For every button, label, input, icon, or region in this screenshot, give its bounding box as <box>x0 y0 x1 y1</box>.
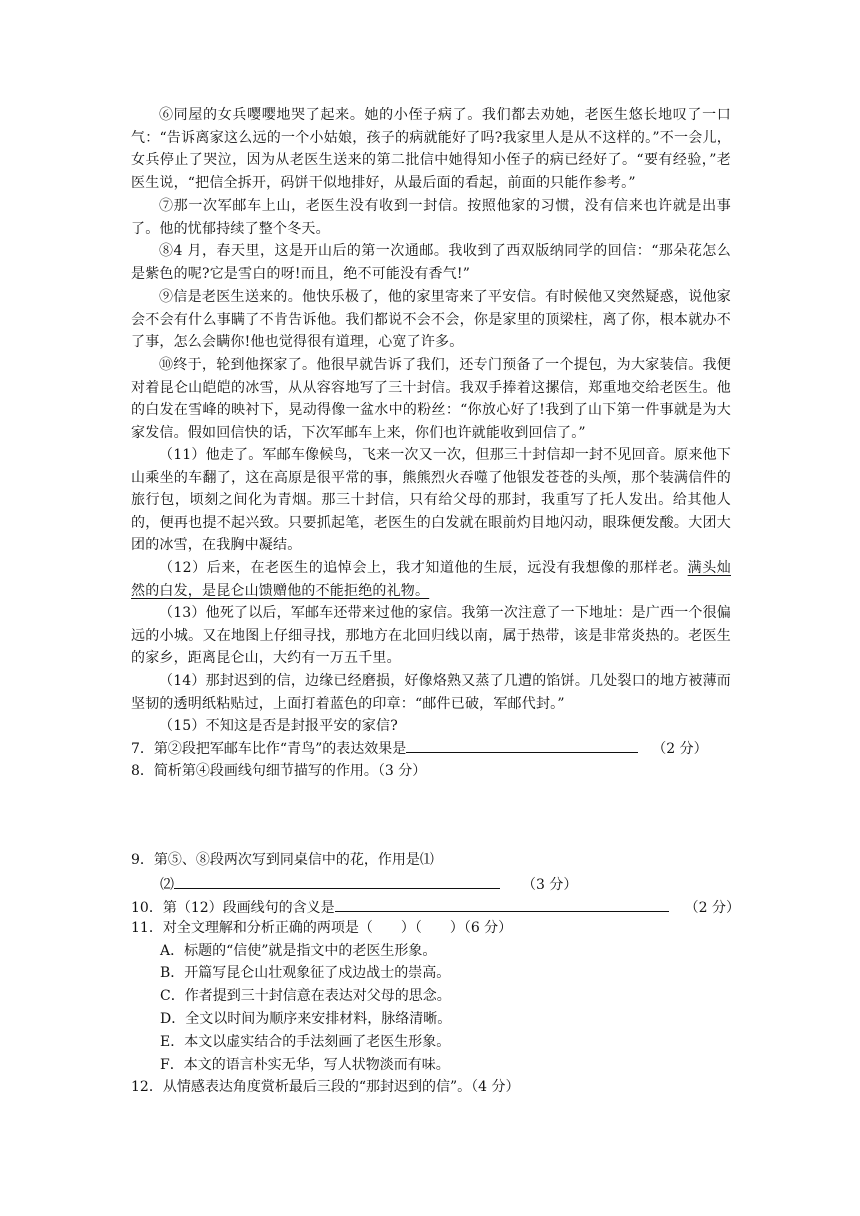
answer-blank-10[interactable] <box>335 895 669 912</box>
paragraph-15: （15）不知这是否是封报平安的家信? <box>159 718 398 734</box>
option-c: C．作者提到三十封信意在表达对父母的思念。 <box>160 988 451 1004</box>
question-9: 9．第⑤、⑧段两次写到同桌信中的花，作用是⑴ <box>131 852 434 868</box>
question-8: 8．简析第④段画线句细节描写的作用。（3 分） <box>131 763 427 779</box>
underlined-sentence: 满头灿然的白发，是昆仑山馈赠他的不能拒绝的礼物。 <box>131 560 731 599</box>
paragraph-8: ⑧4 月，春天里，这是开山后的第一次通邮。我收到了西双版纳同学的回信：“那朵花怎么是紫色的呢?它是雪白的呀!而且，绝不可能没有香气!” <box>131 243 731 282</box>
question-9-part-2: ⑵ <box>160 877 174 893</box>
question-11: 11．对全文理解和分析正确的两项是（ ）（ ）（6 分） <box>131 920 513 936</box>
question-10-text: 10．第（12）段画线句的含义是 <box>131 900 335 916</box>
paragraph-9: ⑨信是老医生送来的。他快乐极了，他的家里寄来了平安信。有时候他又突然疑惑，说他家会不会有什么事瞒了不肯告诉他。我们都说不会不会，你是家里的顶梁柱，离了你，根本就办不了事，怎么会瞒你!他也觉得很有道理，心宽了许多。 <box>131 289 731 351</box>
question-7-text: 7．第②段把军邮车比作“青鸟”的表达效果是 <box>131 741 407 757</box>
answer-blank-9[interactable] <box>174 872 500 889</box>
paragraph-13: （13）他死了以后，军邮车还带来过他的家信。我第一次注意了一下地址：是广西一个很偏远的小城。又在地图上仔细寻找，那地方在北回归线以南，属于热带，该是非常炎热的。老医生的家乡，距离昆仑山，大约有一万五千里。 <box>131 605 732 667</box>
paragraph-7: ⑦那一次军邮车上山，老医生没有收到一封信。按照他家的习惯，没有信来也许就是出事了。他的忧郁持续了整个冬天。 <box>131 198 731 237</box>
paragraph-12 <box>131 557 731 602</box>
option-e: E．本文以虚实结合的手法刻画了老医生形象。 <box>160 1034 451 1050</box>
option-f: F．本文的语言朴实无华，写人状物淡而有味。 <box>160 1057 450 1073</box>
question-12: 12．从情感表达角度赏析最后三段的“那封迟到的信”。（4 分） <box>131 1079 520 1095</box>
question-7-score: （2 分） <box>652 741 708 757</box>
paragraph-10: ⑩终于，轮到他探家了。他很早就告诉了我们，还专门预备了一个提包，为大家装信。我便对着昆仑山皑皑的冰雪，从从容容地写了三十封信。我双手捧着这摞信，郑重地交给老医生。他的白发在雪峰的映衬下，晃动得像一盆水中的粉丝：“你放心好了!我到了山下第一件事就是为大家发信。假如回信快的话，下次军邮车上来，你们也许就能收到回信了。” <box>131 357 731 441</box>
question-9-score: （3 分） <box>522 877 578 893</box>
paragraph-14: （14）那封迟到的信，边缘已经磨损，好像烙熟又蒸了几遭的馅饼。几处裂口的地方被薄而坚韧的透明纸粘贴过，上面打着蓝色的印章：“邮件已破，军邮代封。” <box>131 673 732 712</box>
option-a: A．标题的“信使”就是指文中的老医生形象。 <box>160 943 437 959</box>
question-7 <box>131 736 708 760</box>
paragraph-6: ⑥同屋的女兵嘤嘤地哭了起来。她的小侄子病了。我们都去劝她，老医生悠长地叹了一口气：“告诉离家这么远的一个小姑娘，孩子的病就能好了吗?我家里人是从不这样的。”不一会儿，女兵停止了哭泣，因为从老医生送来的第二批信中她得知小侄子的病已经好了。“要有经验，”老医生说，“把信全拆开，码饼干似地排好，从最后面的看起，前面的只能作参考。” <box>131 107 731 191</box>
question-9-line-2 <box>160 872 577 896</box>
option-d: D．全文以时间为顺序来安排材料，脉络清晰。 <box>160 1011 452 1027</box>
paragraph-12-text: （12）后来，在老医生的追悼会上，我才知道他的生辰，远没有我想像的那样老。 <box>159 560 688 576</box>
answer-blank-7[interactable] <box>406 736 638 753</box>
question-10-score: （2 分） <box>684 900 740 916</box>
paragraph-11: （11）他走了。军邮车像候鸟，飞来一次又一次，但那三十封信却一封不见回音。原来他下山乘坐的车翻了，这在高原是很平常的事，熊熊烈火吞噬了他银发苍苍的头颅，那个装满信件的旅行包，顷刻之间化为青烟。那三十封信，只有给父母的那封，我重写了托人发出。给其他人的，便再也提不起兴致。只要抓起笔，老医生的白发就在眼前灼目地闪动，眼珠便发酸。大团大团的冰雪，在我胸中凝结。 <box>131 447 732 554</box>
question-10 <box>131 895 740 919</box>
option-b: B．开篇写昆仑山壮观象征了戍边战士的崇高。 <box>160 965 451 981</box>
